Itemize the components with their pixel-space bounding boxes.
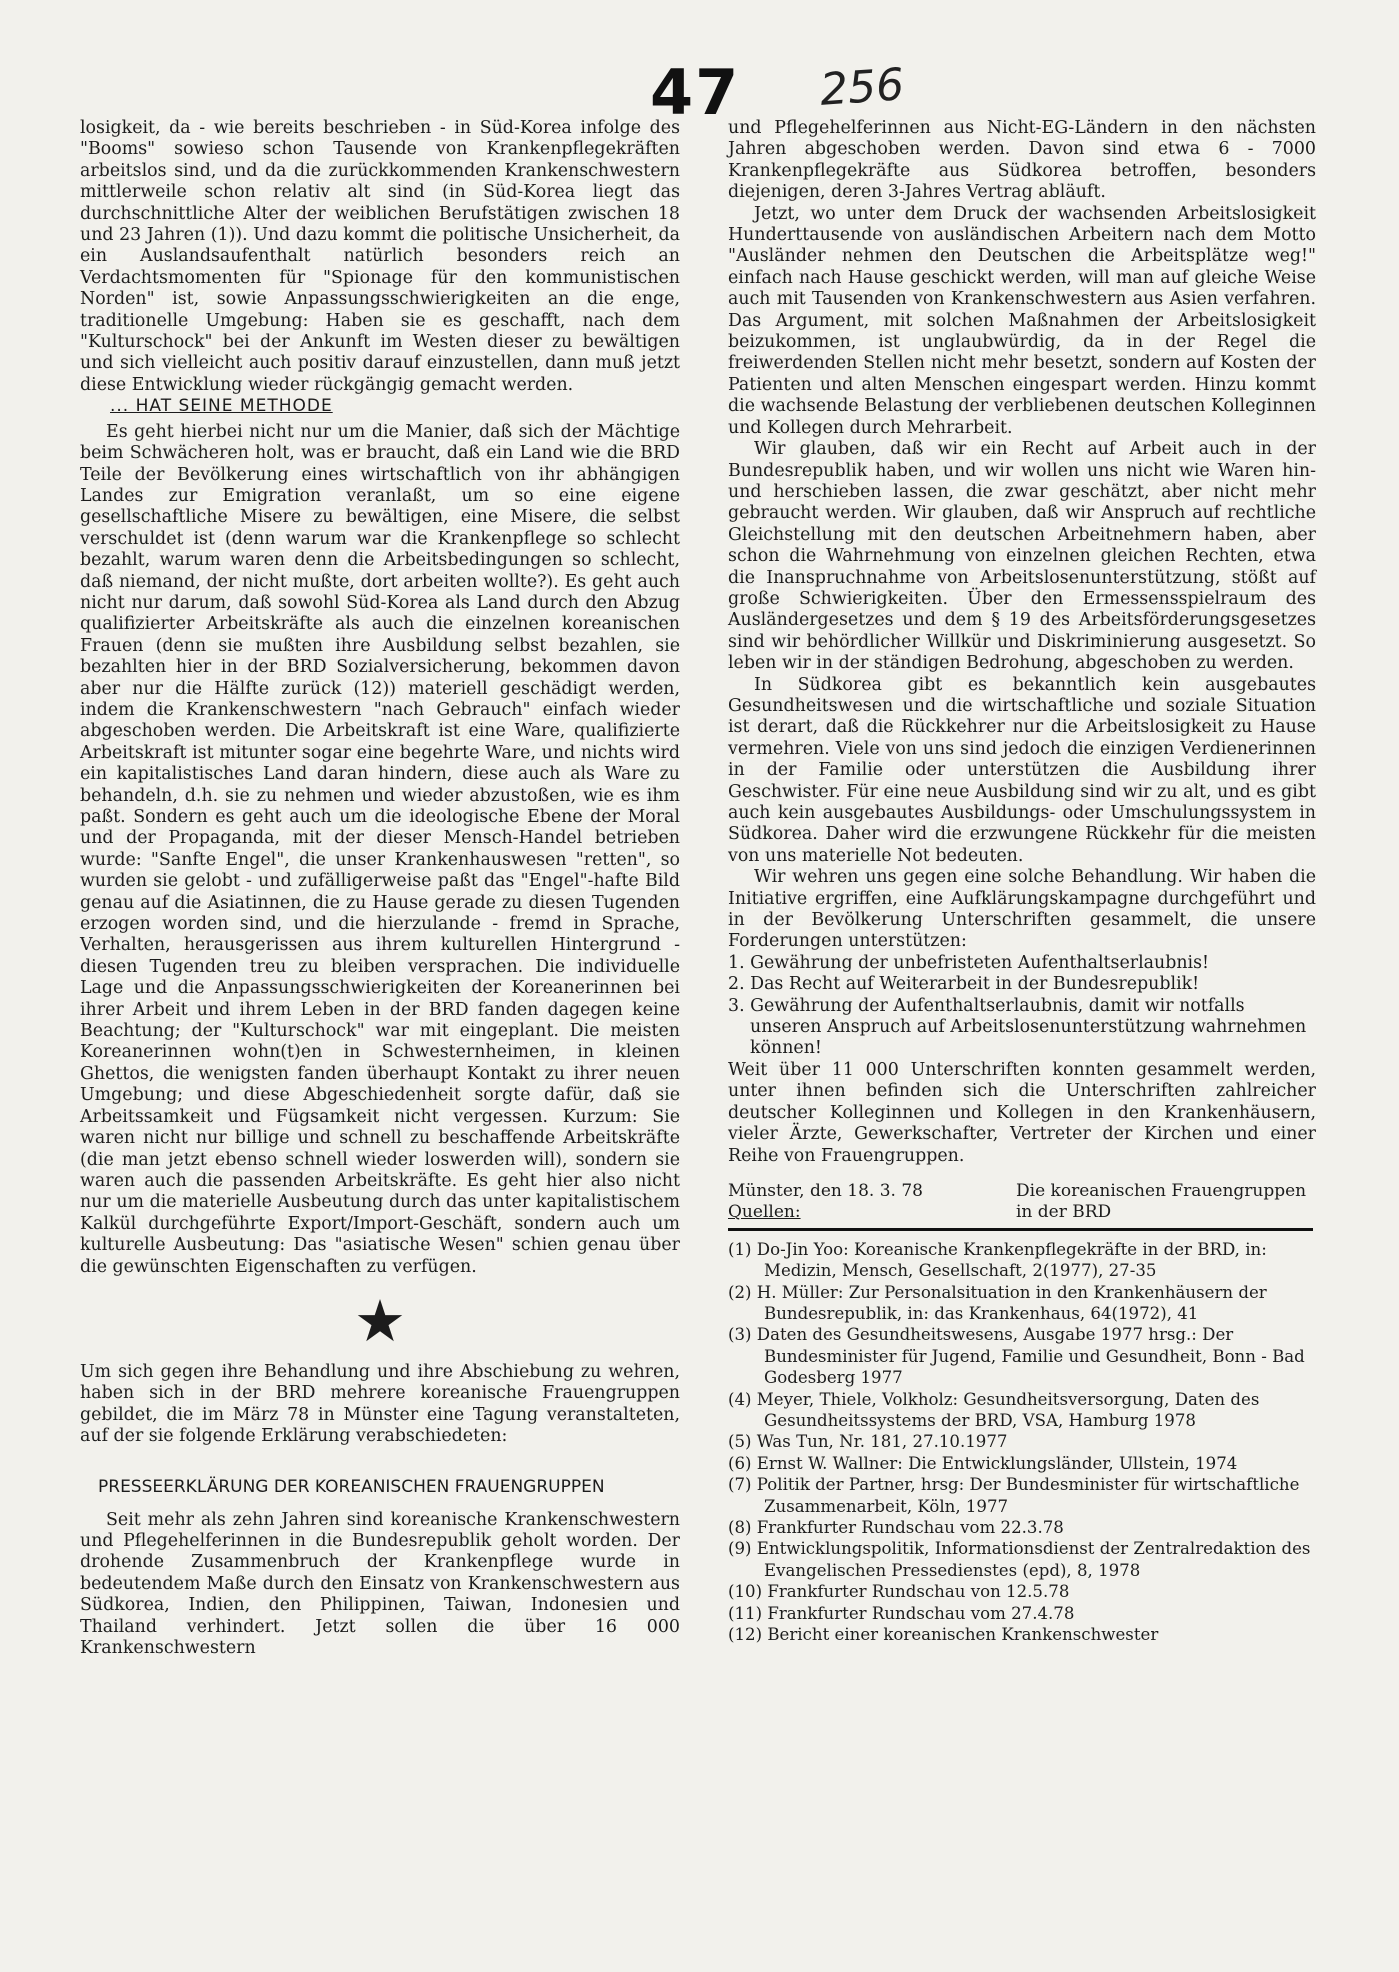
signature-organization: Die koreanischen Frauengruppen in der BRD: [1016, 1180, 1307, 1223]
right-paragraph-3: Wir glauben, daß wir ein Recht auf Arbeit auch in der Bundesrepublik haben, und wir wollen uns nicht wie Waren hin- und herschieben lassen, die zwar geschätzt, aber nicht mehr gebraucht werden. Wir glauben, daß wir Anspruch auf rechtliche Gleichstellung mit den deutschen Arbeitnehmern haben, aber schon die Wahrnehmung von einzelnen gleichen Rechten, etwa die Inanspruchnahme von Arbeitslosenunterstützung, stößt auf große Schwierigkeiten. Über den Ermessensspielraum des Ausländergesetzes und dem § 19 des Arbeitsförderungsgesetzes sind wir behördlicher Willkür und Diskriminierung ausgesetzt. So leben wir in der ständigen Bedrohung, abgeschoben zu werden.: [728, 439, 1316, 674]
press-release-heading: PRESSEERKLÄRUNG DER KOREANISCHEN FRAUENGRUPPEN: [98, 1476, 605, 1497]
page-number: 47: [650, 56, 741, 129]
sources-divider: [728, 1228, 1313, 1231]
left-column: [80, 118, 680, 1659]
press-paragraph-1: Seit mehr als zehn Jahren sind koreanische Krankenschwestern und Pflegehelferinnen in die Bundesrepublik geholt worden. Der drohende Zusammenbruch der Krankenpflege wurde in bedeutendem Maße durch den Einsatz von Krankenschwestern aus Südkorea, Indien, den Philippinen, Taiwan, Indonesien und Thailand verhindert. Jetzt sollen die über 16 000 Krankenschwestern: [80, 1509, 680, 1658]
section-heading: ... HAT SEINE METHODE: [110, 396, 333, 417]
left-paragraph-1: losigkeit, da - wie bereits beschrieben - in Süd-Korea infolge des "Booms" sowieso schon Tausende von Krankenpflegekräften arbeitslos sind, und da die zurückkommenden Krankenschwestern mittlerweile schon relativ alt sind (in Süd-Korea liegt das durchschnittliche Alter der weiblichen Berufstätigen zwischen 18 und 23 Jahren (1)). Und dazu kommt die politische Unsicherheit, da ein Auslandsaufenthalt natürlich besonders reich an Verdachtsmomenten für "Spionage für den kommunistischen Norden" ist, sowie Anpassungsschwierigkeiten an die enge, traditionelle Umgebung: Haben sie es geschafft, nach dem "Kulturschock" bei der Ankunft im Westen dieser zu bewältigen und sich vielleicht auch positiv darauf einzustellen, dann muß jetzt diese Entwicklung wieder rückgängig gemacht werden.: [80, 118, 680, 395]
source-item: (7) Politik der Partner, hrsg: Der Bundesminister für wirtschaftliche Zusammenarbeit, Köln, 1977: [728, 1475, 1300, 1516]
source-item: (4) Meyer, Thiele, Volkholz: Gesundheitsversorgung, Daten des Gesundheitssystems der BRD, VSA, Hamburg 1978: [728, 1389, 1260, 1430]
right-paragraph-6: Weit über 11 000 Unterschriften konnten gesammelt werden, unter ihnen befinden sich die Unterschriften zahlreicher deutscher Kolleginnen und Kollegen in den Krankenhäusern, vieler Ärzte, Gewerkschafter, Vertreter der Kirchen und einer Reihe von Frauengruppen.: [728, 1059, 1316, 1166]
right-column: [728, 118, 1316, 1645]
right-paragraph-1: und Pflegehelferinnen aus Nicht-EG-Ländern in den nächsten Jahren abgeschoben werden. Davon sind etwa 6 - 7000 Krankenpflegekräfte aus Südkorea betroffen, besonders diejenigen, deren 3-Jahres Vertrag abläuft.: [728, 118, 1316, 203]
sources-list: [728, 1239, 1316, 1646]
source-item: (10) Frankfurter Rundschau von 12.5.78: [728, 1582, 1070, 1602]
signature-place-block: [728, 1181, 968, 1224]
signature-place: Münster, den 18. 3. 78: [728, 1180, 923, 1201]
right-paragraph-4: In Südkorea gibt es bekanntlich kein ausgebautes Gesundheitswesen und die wirtschaftliche und soziale Situation ist derart, daß die Rückkehrer nur die Arbeitslosigkeit zu Hause vermehren. Viele von uns sind jedoch die einzigen Verdienerinnen in der Familie oder unterstützen die Ausbildung ihrer Geschwister. Für eine neue Ausbildung sind wir zu alt, und es gibt auch kein ausgebautes Ausbildungs- oder Umschulungssystem in Südkorea. Daher wird die erzwungene Rückkehr für die meisten von uns materielle Not bedeuten.: [728, 674, 1316, 866]
demand-item: 3. Gewährung der Aufenthaltserlaubnis, damit wir notfalls unseren Anspruch auf Arbeitslosenunterstützung wahrnehmen können!: [728, 995, 1307, 1059]
source-item: (5) Was Tun, Nr. 181, 27.10.1977: [728, 1432, 1008, 1452]
left-paragraph-3: Um sich gegen ihre Behandlung und ihre Abschiebung zu wehren, haben sich in der BRD mehrere koreanische Frauengruppen gebildet, die im März 78 in Münster eine Tagung veranstalteten, auf der sie folgende Erklärung verabschiedeten:: [80, 1361, 680, 1447]
source-item: (2) H. Müller: Zur Personalsituation in den Krankenhäusern der Bundesrepublik, in: das Krankenhaus, 64(1972), 41: [728, 1282, 1267, 1323]
right-paragraph-5: Wir wehren uns gegen eine solche Behandlung. Wir haben die Initiative ergriffen, eine Aufklärungskampagne durchgeführt und in der Bevölkerung Unterschriften gesammelt, die unsere Forderungen unterstützen:: [728, 867, 1316, 952]
sources-label: Quellen:: [728, 1202, 801, 1223]
source-item: (11) Frankfurter Rundschau vom 27.4.78: [728, 1603, 1075, 1623]
right-paragraph-2: Jetzt, wo unter dem Druck der wachsenden Arbeitslosigkeit Hunderttausende von ausländischen Arbeitern nach dem Motto "Ausländer nehmen den Deutschen die Arbeitsplätze weg!" einfach nach Hause geschickt werden, will man auf gleiche Weise auch mit Tausenden von Krankenschwestern aus Asien verfahren. Das Argument, mit solchen Maßnahmen der Arbeitslosigkeit beizukommen, ist unglaubwürdig, da in der Regel die freiwerdenden Stellen nicht mehr besetzt, sondern auf Kosten der Patienten und alten Menschen eingespart werden. Hinzu kommt die wachsende Belastung der verbliebenen deutschen Kolleginnen und Kollegen durch Mehrarbeit.: [728, 203, 1316, 438]
signature-block: [728, 1181, 1316, 1224]
source-item: (9) Entwicklungspolitik, Informationsdienst der Zentralredaktion des Evangelischen Pressedienstes (epd), 8, 1978: [728, 1539, 1311, 1580]
left-paragraph-2: Es geht hierbei nicht nur um die Manier, daß sich der Mächtige beim Schwächeren holt, was er braucht, daß ein Land wie die BRD Teile der Bevölkerung eines wirtschaftlich von ihr abhängigen Landes zur Emigration veranlaßt, um so eine eigene gesellschaftliche Misere zu bewältigen, eine Misere, die selbst verschuldet ist (denn warum war die Krankenpflege so schlecht bezahlt, warum waren denn die Arbeitsbedingungen so schlecht, daß niemand, der nicht mußte, dort arbeiten wollte?). Es geht auch nicht nur darum, daß sowohl Süd-Korea als Land durch den Abzug qualifizierter Arbeitskräfte als auch die einzelnen koreanischen Frauen (denn sie mußten ihre Ausbildung selbst bezahlen, sie bezahlten hier in der BRD Sozialversicherung, bekommen davon aber nur die Hälfte zurück (12)) materiell geschädigt werden, indem die Krankenschwestern "nach Gebrauch" einfach wieder abgeschoben werden. Die Arbeitskraft ist eine Ware, qualifizierte Arbeitskraft ist mitunter sogar eine begehrte Ware, und nichts wird ein kapitalistisches Land daran hindern, diese auch als Ware zu behandeln, d.h. sie zu nehmen und wieder abzustoßen, wie es ihm paßt. Sondern es geht auch um die ideologische Ebene der Moral und der Propaganda, mit der dieser Mensch-Handel betrieben wurde: "Sanfte Engel", die unser Krankenhauswesen "retten", so wurden sie gelobt - und zufälligerweise paßt das "Engel"-hafte Bild genau auf die Asiatinnen, die zu Hause gerade zu diesen Tugenden erzogen worden sind, und die hierzulande - fremd in Sprache, Verhalten, herausgerissen aus ihrem kulturellen Hintergrund - diesen Tugenden treu zu bleiben versprachen. Die individuelle Lage und die Anpassungsschwierigkeiten der Koreanerinnen bei ihrer Arbeit und ihrem Leben in der BRD fanden dagegen keine Beachtung; der "Kulturschock" war mit eingeplant. Die meisten Koreanerinnen wohn(t)en in Schwesternheimen, in kleinen Ghettos, die wenigsten fanden überhaupt Kontakt zu ihrer neuen Umgebung; und diese Abgeschiedenheit sorgte dafür, daß sie Arbeitssamkeit und Fügsamkeit nicht vergessen. Kurzum: Sie waren nicht nur billige und schnell zu beschaffende Arbeitskräfte (die man jetzt ebenso schnell wieder loswerden will), sondern sie waren auch die passenden Arbeitskräfte. Es geht hier also nicht nur um die materielle Ausbeutung durch das unter kapitalistischem Kalkül durchgeführte Export/Import-Geschäft, sondern auch um kulturelle Ausbeutung: Das "asiatische Wesen" schien genau über die gewünschten Eigenschaften zu verfügen.: [80, 421, 680, 1277]
source-item: (8) Frankfurter Rundschau vom 22.3.78: [728, 1518, 1064, 1537]
demand-item: 2. Das Recht auf Weiterarbeit in der Bundesrepublik!: [728, 974, 1200, 995]
source-item: (1) Do-Jin Yoo: Koreanische Krankenpflegekräfte in der BRD, in: Medizin, Mensch, Gesellschaft, 2(1977), 27-35: [728, 1239, 1267, 1281]
handwritten-number: 256: [818, 59, 906, 116]
source-item: (3) Daten des Gesundheitswesens, Ausgabe 1977 hrsg.: Der Bundesminister für Jugend, Familie und Gesundheit, Bonn - Bad Godesberg 1977: [728, 1325, 1305, 1388]
demand-item: 1. Gewährung der unbefristeten Aufenthaltserlaubnis!: [728, 952, 1210, 973]
source-item: (12) Bericht einer koreanischen Krankenschwester: [728, 1625, 1159, 1645]
source-item: (6) Ernst W. Wallner: Die Entwicklungsländer, Ullstein, 1974: [728, 1453, 1238, 1473]
star-icon: ★: [354, 1286, 406, 1355]
demands-list: [728, 953, 1316, 1060]
